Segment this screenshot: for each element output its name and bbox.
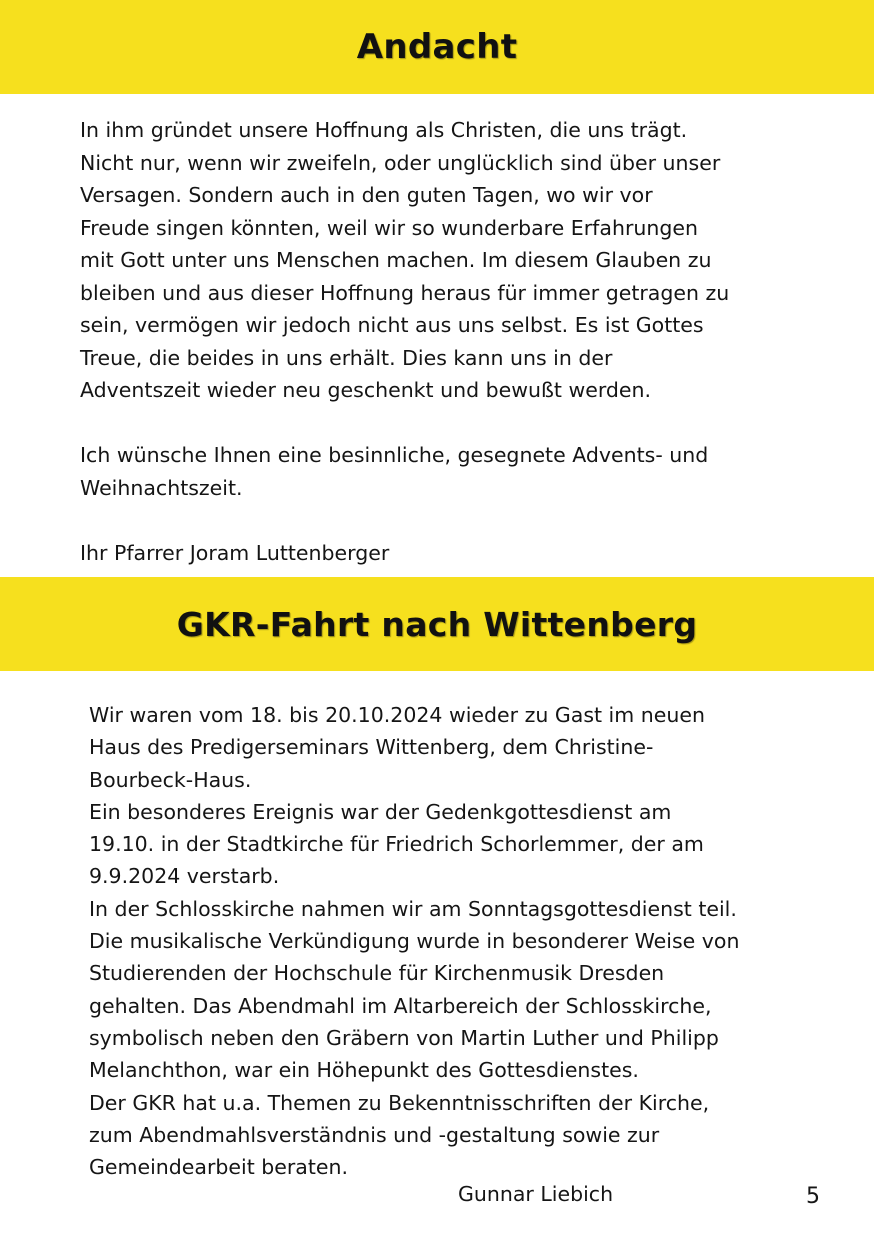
gkr-line: Ein besonderes Ereignis war der Gedenkgottesdienst am: [89, 799, 672, 824]
gkr-line: gehalten. Das Abendmahl im Altarbereich der Schlosskirche,: [89, 993, 712, 1018]
gkr-banner: [0, 577, 874, 671]
andacht-banner: [0, 0, 874, 94]
gkr-body: [89, 699, 739, 1183]
andacht-line: Nicht nur, wenn wir zweifeln, oder unglücklich sind über unser: [80, 150, 721, 175]
andacht-wish-line: Weihnachtszeit.: [80, 475, 243, 500]
gkr-line: Melanchthon, war ein Höhepunkt des Gottesdienstes.: [89, 1058, 639, 1083]
gkr-line: Gemeindearbeit beraten.: [89, 1155, 349, 1180]
gkr-line: zum Abendmahlsverständnis und -gestaltung sowie zur: [89, 1122, 660, 1147]
gkr-line: Die musikalische Verkündigung wurde in besonderer Weise von: [89, 929, 740, 954]
gkr-line: Haus des Predigerseminars Wittenberg, dem Christine-: [89, 735, 654, 760]
andacht-line: In ihm gründet unsere Hoffnung als Christen, die uns trägt.: [80, 118, 688, 142]
gkr-author: Gunnar Liebich: [458, 1182, 614, 1206]
andacht-body: [80, 114, 729, 569]
gkr-line: 9.9.2024 verstarb.: [89, 864, 280, 889]
paragraph-gap: [80, 407, 729, 440]
paragraph-gap: [80, 504, 729, 537]
gkr-line: Bourbeck-Haus.: [89, 767, 252, 792]
andacht-line: Treue, die beides in uns erhält. Dies kann uns in der: [80, 345, 613, 370]
gkr-title: GKR-Fahrt nach Wittenberg: [176, 604, 698, 644]
andacht-line: Versagen. Sondern auch in den guten Tagen, wo wir vor: [80, 183, 653, 207]
andacht-line: Adventszeit wieder neu geschenkt und bewußt werden.: [80, 378, 652, 402]
andacht-line: mit Gott unter uns Menschen machen. Im diesem Glauben zu: [80, 248, 712, 272]
andacht-line: bleiben und aus dieser Hoffnung heraus für immer getragen zu: [80, 280, 730, 305]
gkr-line: Der GKR hat u.a. Themen zu Bekenntnisschriften der Kirche,: [89, 1090, 710, 1115]
andacht-title: Andacht: [356, 27, 518, 67]
gkr-line: Wir waren vom 18. bis 20.10.2024 wieder zu Gast im neuen: [89, 703, 705, 727]
gkr-line: symbolisch neben den Gräbern von Martin Luther und Philipp: [89, 1025, 719, 1050]
gkr-line: 19.10. in der Stadtkirche für Friedrich Schorlemmer, der am: [89, 832, 704, 857]
gkr-line: In der Schlosskirche nahmen wir am Sonntagsgottesdienst teil.: [89, 896, 737, 921]
andacht-wish-line: Ich wünsche Ihnen eine besinnliche, gesegnete Advents- und: [80, 443, 709, 467]
andacht-line: Freude singen könnten, weil wir so wunderbare Erfahrungen: [80, 215, 698, 240]
page-number: 5: [806, 1184, 820, 1209]
andacht-line: sein, vermögen wir jedoch nicht aus uns selbst. Es ist Gottes: [80, 313, 704, 337]
andacht-signature: Ihr Pfarrer Joram Luttenberger: [80, 540, 390, 565]
gkr-line: Studierenden der Hochschule für Kirchenmusik Dresden: [89, 961, 665, 986]
